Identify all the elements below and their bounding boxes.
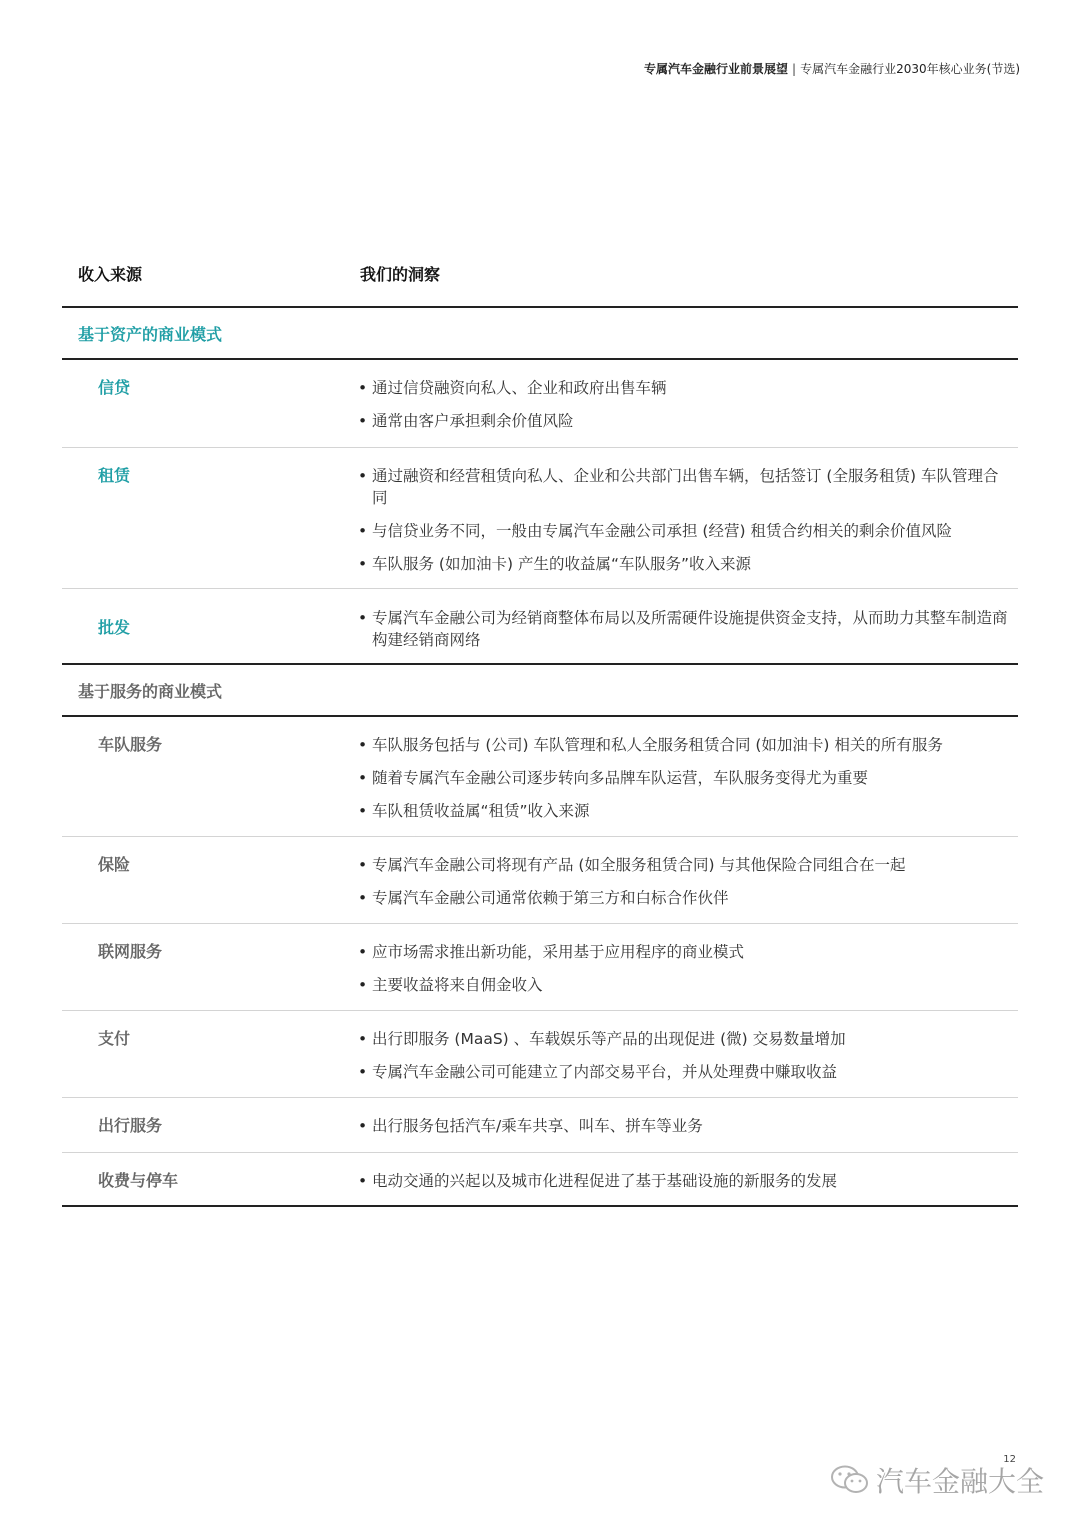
- row-bullets: [344, 607, 1018, 663]
- bullet-item: • 专属汽车金融公司将现有产品 (如全服务租赁合同) 与其他保险合同组合在一起: [358, 854, 1018, 876]
- bullet-item: • 专属汽车金融公司为经销商整体布局以及所需硬件设施提供资金支持，从而助力其整车制造商构建经销商网络: [358, 607, 1018, 651]
- bullet-item: • 随着专属汽车金融公司逐步转向多品牌车队运营，车队服务变得尤为重要: [358, 767, 1018, 789]
- col-header-revenue-source: 收入来源: [78, 265, 143, 284]
- page-header: [644, 60, 1020, 77]
- header-main-title: 专属汽车金融行业前景展望: [644, 62, 789, 76]
- bullet-item: • 车队服务包括与 (公司) 车队管理和私人全服务租赁合同 (如加油卡) 相关的所有服务: [358, 734, 1018, 756]
- bullet-item: • 与信贷业务不同，一般由专属汽车金融公司承担 (经营) 租赁合约相关的剩余价值风险: [358, 520, 1018, 542]
- row-name: 租赁: [98, 466, 131, 485]
- row-bullets: [344, 1115, 1018, 1152]
- table-row: [62, 717, 1018, 837]
- row-bullets: [344, 1170, 1018, 1205]
- row-name: 收费与停车: [98, 1171, 179, 1190]
- page-number: 12: [1003, 1454, 1016, 1465]
- table-row: [62, 589, 1018, 665]
- row-name: 信贷: [98, 378, 131, 397]
- revenue-table: [62, 250, 1018, 1207]
- bullet-item: • 车队租赁收益属“租赁”收入来源: [358, 800, 1018, 822]
- table-row: [62, 837, 1018, 924]
- bullet-item: • 专属汽车金融公司可能建立了内部交易平台，并从处理费中赚取收益: [358, 1061, 1018, 1083]
- col-header-insights: 我们的洞察: [360, 265, 441, 284]
- row-name: 保险: [98, 855, 131, 874]
- bullet-item: • 电动交通的兴起以及城市化进程促进了基于基础设施的新服务的发展: [358, 1170, 1018, 1192]
- bullet-item: • 车队服务 (如加油卡) 产生的收益属“车队服务”收入来源: [358, 553, 1018, 575]
- row-bullets: [344, 941, 1018, 1010]
- watermark-text: 汽车金融大全: [875, 1465, 1044, 1498]
- header-separator: |: [792, 62, 797, 76]
- row-bullets: [344, 854, 1018, 923]
- row-bullets: [344, 465, 1018, 588]
- wechat-icon: [830, 1464, 870, 1496]
- bullet-item: • 出行即服务 (MaaS) 、车载娱乐等产品的出现促进 (微) 交易数量增加: [358, 1028, 1018, 1050]
- section-title-service-based: 基于服务的商业模式: [62, 665, 1018, 717]
- row-name: 出行服务: [98, 1116, 163, 1135]
- table-row: [62, 360, 1018, 448]
- bullet-item: • 出行服务包括汽车/乘车共享、叫车、拼车等业务: [358, 1115, 1018, 1137]
- section-title-asset-based: 基于资产的商业模式: [62, 308, 1018, 360]
- bullet-item: • 通常由客户承担剩余价值风险: [358, 410, 1018, 432]
- bullet-item: • 应市场需求推出新功能，采用基于应用程序的商业模式: [358, 941, 1018, 963]
- table-row: [62, 1098, 1018, 1153]
- bullet-item: • 专属汽车金融公司通常依赖于第三方和白标合作伙伴: [358, 887, 1018, 909]
- table-row: [62, 1011, 1018, 1098]
- row-name: 支付: [98, 1029, 131, 1048]
- watermark: [830, 1454, 1044, 1500]
- bullet-item: • 通过融资和经营租赁向私人、企业和公共部门出售车辆，包括签订 (全服务租赁) 车队管理合同: [358, 465, 1018, 509]
- bullet-item: • 通过信贷融资向私人、企业和政府出售车辆: [358, 377, 1018, 399]
- header-sub-title: 专属汽车金融行业2030年核心业务(节选): [800, 62, 1020, 76]
- table-row: [62, 448, 1018, 589]
- row-bullets: [344, 734, 1018, 836]
- bullet-item: • 主要收益将来自佣金收入: [358, 974, 1018, 996]
- table-row: [62, 924, 1018, 1011]
- row-bullets: [344, 377, 1018, 447]
- row-name: 车队服务: [98, 735, 163, 754]
- row-name: 联网服务: [98, 942, 163, 961]
- row-name: 批发: [98, 618, 131, 637]
- table-header: [62, 250, 1018, 308]
- table-row: [62, 1153, 1018, 1207]
- row-bullets: [344, 1028, 1018, 1097]
